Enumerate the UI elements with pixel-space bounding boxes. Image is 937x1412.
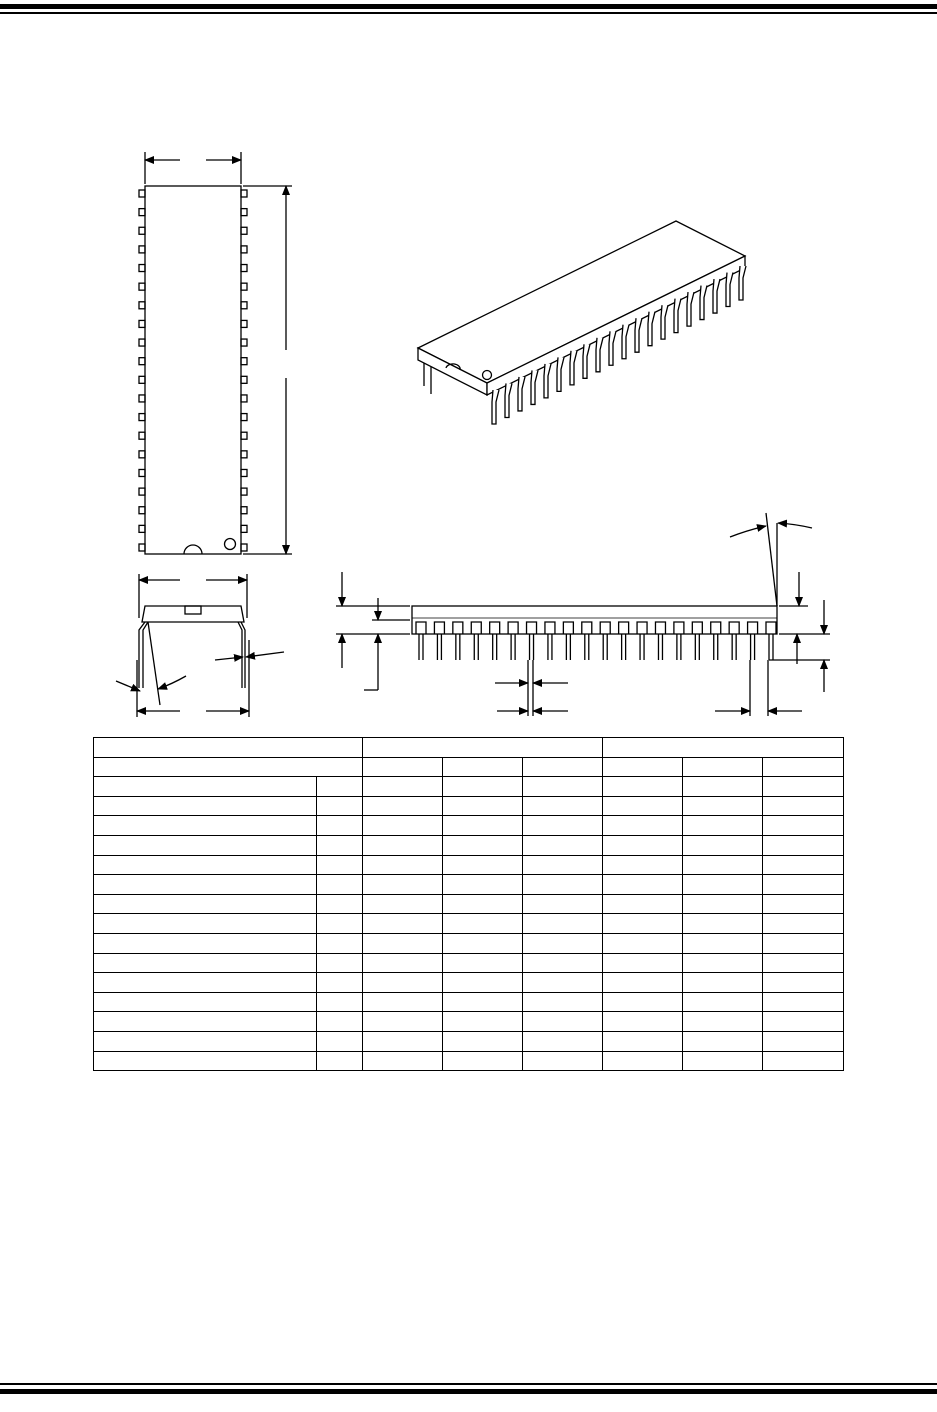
iso-lead-8 — [583, 344, 590, 378]
iso-lead-4 — [531, 370, 538, 404]
dimension-value — [603, 894, 683, 914]
dimension-label — [94, 875, 317, 895]
iso-lead-11 — [622, 325, 629, 359]
pin-right-12 — [241, 395, 247, 402]
side-lead-8 — [545, 622, 555, 660]
dimension-value — [683, 973, 763, 993]
pin-left-5 — [139, 265, 145, 272]
pin-left-18 — [139, 507, 145, 514]
dimension-value — [763, 894, 844, 914]
pin-right-13 — [241, 414, 247, 421]
iso-lead-3 — [518, 377, 525, 411]
dimension-value — [443, 777, 523, 797]
header-limit — [363, 757, 443, 777]
pin-left-20 — [139, 544, 145, 551]
dimension-value — [443, 816, 523, 836]
side-lead-17 — [711, 622, 721, 660]
iso-pin1-dimple — [483, 371, 492, 380]
dimension-value — [523, 933, 603, 953]
dimension-label — [94, 816, 317, 836]
iso-lead-9 — [596, 338, 603, 372]
dimension-value — [683, 777, 763, 797]
end-view-notch — [185, 606, 201, 614]
iso-lead-7 — [570, 351, 577, 385]
dimension-value — [363, 992, 443, 1012]
dimension-value — [443, 1031, 523, 1051]
dimension-value — [763, 992, 844, 1012]
iso-lead-13 — [648, 312, 655, 346]
dimension-value — [603, 992, 683, 1012]
pin-right-18 — [241, 507, 247, 514]
pin-left-19 — [139, 525, 145, 532]
pin-left-2 — [139, 209, 145, 216]
pin-right-11 — [241, 376, 247, 383]
pin-right-19 — [241, 525, 247, 532]
pin-left-15 — [139, 451, 145, 458]
side-lead-11 — [600, 622, 610, 660]
pin-right-14 — [241, 432, 247, 439]
pin-right-7 — [241, 302, 247, 309]
table-row — [94, 1031, 844, 1051]
dimension-symbol — [317, 875, 363, 895]
dimension-value — [363, 914, 443, 934]
dimension-label — [94, 855, 317, 875]
dimension-symbol — [317, 1012, 363, 1032]
end-angle-arc-right — [158, 676, 186, 689]
dimension-value — [523, 875, 603, 895]
header-limit — [523, 757, 603, 777]
iso-side-face — [487, 256, 745, 395]
dimension-value — [523, 1051, 603, 1071]
dimension-value — [683, 875, 763, 895]
header-limit — [603, 757, 683, 777]
dimension-symbol — [317, 1031, 363, 1051]
table-row — [94, 933, 844, 953]
dimension-value — [363, 953, 443, 973]
pin-left-4 — [139, 246, 145, 253]
footer-rule-thick — [0, 1389, 937, 1394]
dimension-value — [523, 855, 603, 875]
dimension-symbol — [317, 835, 363, 855]
dimension-symbol — [317, 796, 363, 816]
dimension-symbol — [317, 777, 363, 797]
pin-left-7 — [139, 302, 145, 309]
dimension-value — [523, 1031, 603, 1051]
dimension-symbol — [317, 855, 363, 875]
pin-left-8 — [139, 320, 145, 327]
pin-left-17 — [139, 488, 145, 495]
pin-right-5 — [241, 265, 247, 272]
iso-lead-6 — [557, 357, 564, 391]
pin-right-1 — [241, 190, 247, 197]
dimension-value — [683, 914, 763, 934]
dimension-symbol — [317, 973, 363, 993]
dimension-value — [363, 835, 443, 855]
dimension-value — [363, 855, 443, 875]
dimension-value — [443, 796, 523, 816]
side-lead-1 — [416, 622, 426, 660]
dimension-value — [763, 875, 844, 895]
table-row — [94, 835, 844, 855]
footer-rule-thin — [0, 1383, 937, 1385]
dimension-label — [94, 1012, 317, 1032]
dimension-value — [523, 914, 603, 934]
iso-lead-16 — [687, 292, 694, 326]
dimension-value — [763, 835, 844, 855]
dimension-label — [94, 796, 317, 816]
dimension-value — [603, 875, 683, 895]
dimension-value — [763, 777, 844, 797]
side-lead-20 — [766, 622, 776, 660]
pin-left-6 — [139, 283, 145, 290]
dimension-value — [763, 953, 844, 973]
iso-lead-5 — [544, 364, 551, 398]
dimension-value — [443, 855, 523, 875]
dimension-label — [94, 914, 317, 934]
dimension-value — [363, 1012, 443, 1032]
dimension-value — [363, 933, 443, 953]
side-view-body — [412, 606, 777, 634]
dimension-value — [443, 835, 523, 855]
dimension-value — [763, 973, 844, 993]
dimension-value — [683, 953, 763, 973]
table-row — [94, 992, 844, 1012]
dimension-value — [443, 875, 523, 895]
dimension-symbol — [317, 1051, 363, 1071]
dimension-value — [443, 953, 523, 973]
dimension-value — [683, 1012, 763, 1032]
table-header-row — [94, 757, 844, 777]
dimension-value — [443, 992, 523, 1012]
dimension-value — [763, 914, 844, 934]
dimension-value — [603, 855, 683, 875]
dimension-value — [603, 1031, 683, 1051]
table-row — [94, 1051, 844, 1071]
side-angle-arc-left — [730, 526, 766, 537]
iso-lead-1 — [492, 390, 499, 424]
dimension-label — [94, 953, 317, 973]
dimension-value — [763, 1051, 844, 1071]
dimension-value — [763, 1012, 844, 1032]
dimension-value — [443, 933, 523, 953]
header-limit — [763, 757, 844, 777]
dimension-value — [523, 1012, 603, 1032]
pin-right-4 — [241, 246, 247, 253]
side-lead-18 — [729, 622, 739, 660]
side-lead-14 — [655, 622, 665, 660]
dimension-value — [443, 894, 523, 914]
pin1-dimple — [225, 539, 236, 550]
table-row — [94, 796, 844, 816]
dimension-value — [603, 953, 683, 973]
dimension-value — [683, 816, 763, 836]
dimension-value — [603, 1051, 683, 1071]
lead-thickness-arrow-1 — [215, 657, 243, 660]
iso-lead-17 — [700, 286, 707, 320]
dimension-label — [94, 933, 317, 953]
dimension-symbol — [317, 992, 363, 1012]
header-limit — [443, 757, 523, 777]
pin1-notch — [184, 545, 202, 554]
dimension-value — [763, 855, 844, 875]
dimension-symbol — [317, 953, 363, 973]
dimension-value — [683, 855, 763, 875]
side-lead-10 — [582, 622, 592, 660]
pin-left-16 — [139, 469, 145, 476]
pin-right-16 — [241, 469, 247, 476]
dimension-value — [523, 894, 603, 914]
end-view — [116, 574, 284, 717]
side-lead-12 — [619, 622, 629, 660]
side-angle-arc-right — [778, 523, 812, 528]
dimension-value — [763, 1031, 844, 1051]
dimension-value — [603, 933, 683, 953]
pin-right-2 — [241, 209, 247, 216]
dimension-value — [363, 777, 443, 797]
dimension-symbol — [317, 816, 363, 836]
pin-right-10 — [241, 358, 247, 365]
side-lead-15 — [674, 622, 684, 660]
header-limit — [683, 757, 763, 777]
dimension-value — [523, 816, 603, 836]
dimension-value — [443, 914, 523, 934]
table-row — [94, 875, 844, 895]
dimension-value — [363, 816, 443, 836]
pin-right-8 — [241, 320, 247, 327]
end-view-lead-left — [139, 622, 145, 688]
dimension-label — [94, 973, 317, 993]
pin-left-11 — [139, 376, 145, 383]
dimension-value — [523, 992, 603, 1012]
pin-right-17 — [241, 488, 247, 495]
dimension-value — [603, 835, 683, 855]
iso-front-face — [418, 348, 487, 395]
dimension-value — [363, 796, 443, 816]
header-limits-label — [94, 757, 363, 777]
table-row — [94, 894, 844, 914]
side-lead-16 — [692, 622, 702, 660]
top-view-body — [145, 186, 241, 554]
pin-right-20 — [241, 544, 247, 551]
iso-lead-19 — [726, 273, 733, 307]
dimension-value — [523, 953, 603, 973]
table-row — [94, 973, 844, 993]
pin-left-3 — [139, 227, 145, 234]
dimension-value — [683, 1051, 763, 1071]
iso-lead-2 — [505, 383, 512, 417]
dimension-value — [763, 816, 844, 836]
iso-lead-20 — [739, 266, 746, 300]
header-group-1 — [363, 738, 603, 758]
table-row — [94, 953, 844, 973]
table-row — [94, 914, 844, 934]
iso-lead-14 — [661, 305, 668, 339]
pin-right-3 — [241, 227, 247, 234]
dimension-label — [94, 1051, 317, 1071]
isometric-view — [418, 221, 746, 424]
dimension-value — [523, 796, 603, 816]
side-lead-4 — [471, 622, 481, 660]
dimension-value — [603, 973, 683, 993]
iso-top-face — [418, 221, 745, 383]
dimension-value — [523, 835, 603, 855]
iso-lead-15 — [674, 299, 681, 333]
dimension-value — [683, 894, 763, 914]
dimension-value — [443, 1012, 523, 1032]
dimension-value — [683, 796, 763, 816]
side-lead-5 — [490, 622, 500, 660]
lead-thickness-arrow-2 — [246, 652, 284, 657]
dimension-value — [603, 796, 683, 816]
table-row — [94, 1012, 844, 1032]
top-view — [139, 152, 292, 554]
table-row — [94, 855, 844, 875]
pin-right-6 — [241, 283, 247, 290]
dimension-value — [363, 973, 443, 993]
table-header-row — [94, 738, 844, 758]
dimension-value — [523, 973, 603, 993]
side-lead-3 — [453, 622, 463, 660]
dimension-value — [523, 777, 603, 797]
side-lead-6 — [508, 622, 518, 660]
side-lead-19 — [748, 622, 758, 660]
dimension-value — [443, 973, 523, 993]
side-lead-7 — [527, 622, 537, 660]
side-lead-13 — [637, 622, 647, 660]
dimension-value — [363, 894, 443, 914]
dimension-symbol — [317, 933, 363, 953]
dimension-label — [94, 992, 317, 1012]
pin-right-9 — [241, 339, 247, 346]
dimension-value — [443, 1051, 523, 1071]
side-lead-9 — [563, 622, 573, 660]
side-lead-2 — [434, 622, 444, 660]
dimension-value — [603, 816, 683, 836]
dimension-value — [683, 933, 763, 953]
dimension-value — [603, 1012, 683, 1032]
table-row — [94, 777, 844, 797]
dimension-value — [683, 835, 763, 855]
pin-left-12 — [139, 395, 145, 402]
dimension-value — [363, 875, 443, 895]
iso-lead-12 — [635, 318, 642, 352]
dimension-value — [683, 1031, 763, 1051]
dimension-symbol — [317, 894, 363, 914]
dimension-symbol — [317, 914, 363, 934]
side-view — [336, 513, 830, 716]
pin-left-9 — [139, 339, 145, 346]
pin-left-14 — [139, 432, 145, 439]
iso-lead-18 — [713, 279, 720, 313]
dimension-value — [683, 992, 763, 1012]
dimension-value — [603, 914, 683, 934]
header-units-label — [94, 738, 363, 758]
pin-left-10 — [139, 358, 145, 365]
dimension-label — [94, 1031, 317, 1051]
iso-lead-10 — [609, 331, 616, 365]
dimension-label — [94, 894, 317, 914]
dimension-value — [603, 777, 683, 797]
dimension-value — [363, 1031, 443, 1051]
dimension-value — [363, 1051, 443, 1071]
table-row — [94, 816, 844, 836]
pin-left-13 — [139, 414, 145, 421]
pin-right-15 — [241, 451, 247, 458]
dimension-value — [763, 796, 844, 816]
header-group-2 — [603, 738, 844, 758]
pin-left-1 — [139, 190, 145, 197]
dimension-table — [93, 737, 844, 1071]
dimension-label — [94, 777, 317, 797]
dimension-value — [763, 933, 844, 953]
dimension-label — [94, 835, 317, 855]
